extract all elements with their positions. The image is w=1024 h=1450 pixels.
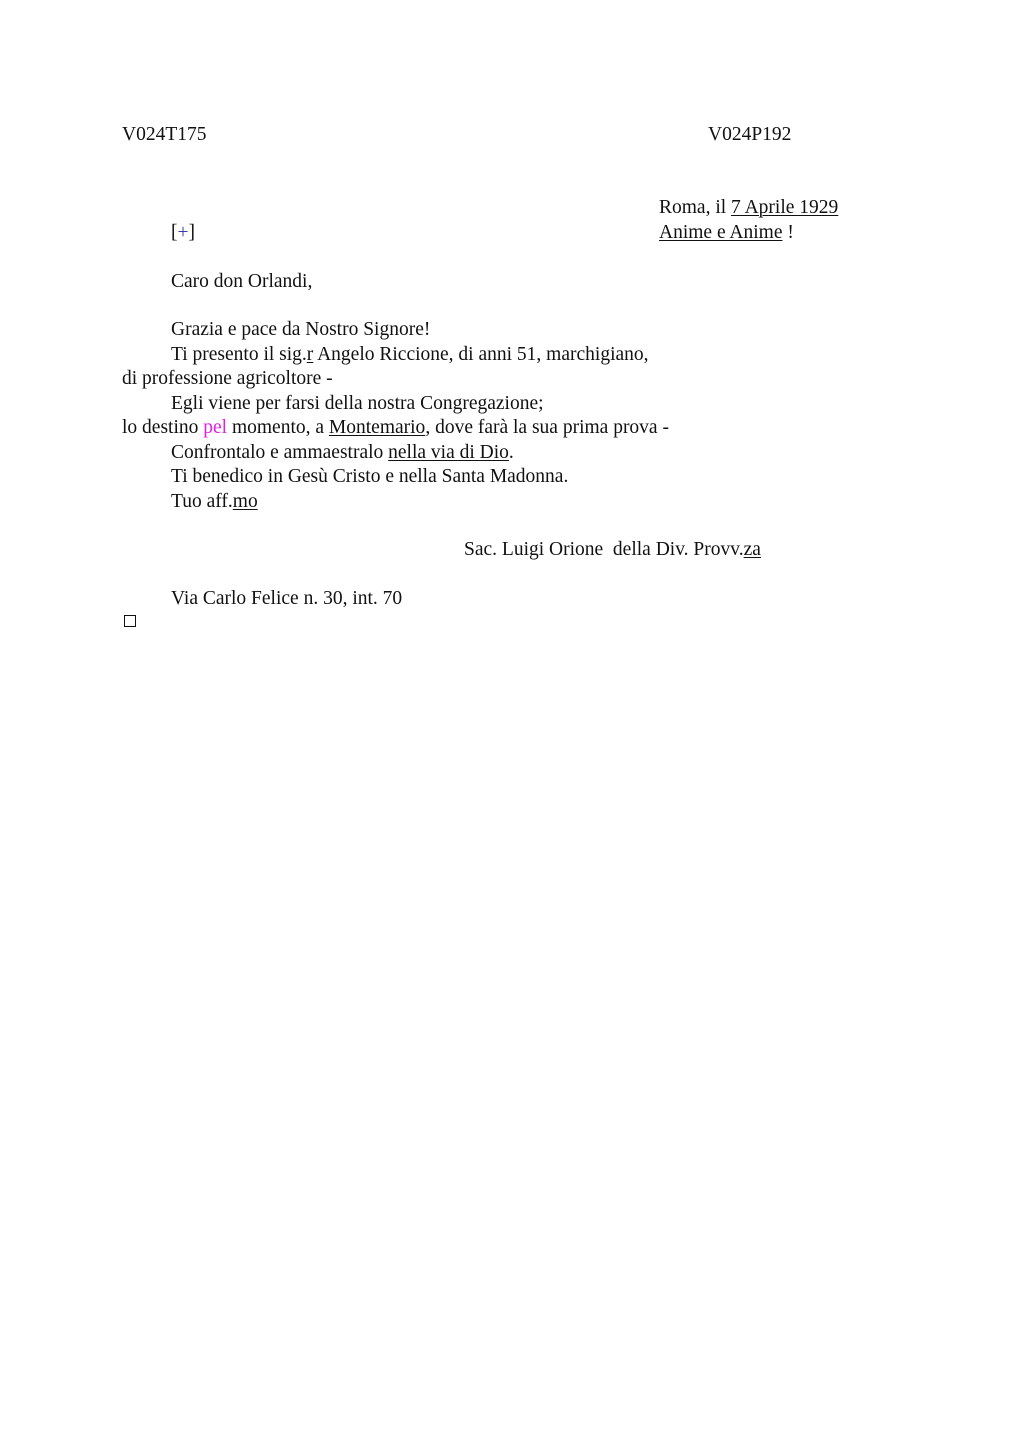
signature bbox=[464, 538, 761, 562]
body-line-6-start: Confrontalo e ammaestralo bbox=[171, 442, 389, 463]
body-line-2-start: Ti presento il sig. bbox=[171, 344, 307, 365]
body-line-7: Ti benedico in Gesù Cristo e nella Santa Madonna. bbox=[171, 466, 569, 487]
body-line-2-abbr: r bbox=[306, 344, 314, 365]
salutation: Caro don Orlandi, bbox=[171, 271, 313, 292]
body-line-5-start: lo destino bbox=[122, 417, 204, 438]
cross-open-bracket: [ bbox=[171, 222, 178, 243]
cross-mark bbox=[171, 221, 195, 245]
body-line-6-end: . bbox=[508, 442, 514, 463]
cross-icon: + bbox=[177, 222, 189, 243]
document-code-right: V024P192 bbox=[708, 124, 792, 145]
end-box-icon bbox=[124, 615, 136, 627]
body-line-6-underlined: nella via di Dio bbox=[388, 442, 509, 463]
body-line-5-end: , dove farà la sua prima prova - bbox=[425, 417, 669, 438]
motto-suffix: ! bbox=[782, 222, 794, 243]
body-line-1: Grazia e pace da Nostro Signore! bbox=[171, 319, 431, 340]
closing bbox=[171, 490, 258, 514]
body-line-2 bbox=[171, 343, 649, 367]
body-line-5-middle: momento, a bbox=[227, 417, 329, 438]
motto-text: Anime e Anime bbox=[659, 222, 783, 243]
body-line-2-end: Angelo Riccione, di anni 51, marchigiano, bbox=[313, 344, 649, 365]
motto bbox=[659, 221, 794, 245]
body-line-5 bbox=[122, 416, 669, 440]
address: Via Carlo Felice n. 30, int. 70 bbox=[171, 588, 403, 609]
cross-close-bracket: ] bbox=[188, 222, 195, 243]
body-line-6 bbox=[171, 441, 514, 465]
signature-abbr: za bbox=[743, 539, 761, 560]
body-line-5-highlight: pel bbox=[203, 417, 228, 438]
body-line-5-place: Montemario bbox=[328, 417, 426, 438]
signature-text: Sac. Luigi Orione della Div. Provv. bbox=[464, 539, 744, 560]
body-line-3: di professione agricoltore - bbox=[122, 368, 333, 389]
document-code-left: V024T175 bbox=[122, 124, 207, 145]
dateline-prefix: Roma, il bbox=[659, 197, 732, 218]
body-line-4: Egli viene per farsi della nostra Congregazione; bbox=[171, 393, 544, 414]
dateline bbox=[659, 196, 838, 220]
dateline-date: 7 Aprile 1929 bbox=[731, 197, 839, 218]
closing-abbr: mo bbox=[232, 491, 258, 512]
closing-text: Tuo aff. bbox=[171, 491, 233, 512]
